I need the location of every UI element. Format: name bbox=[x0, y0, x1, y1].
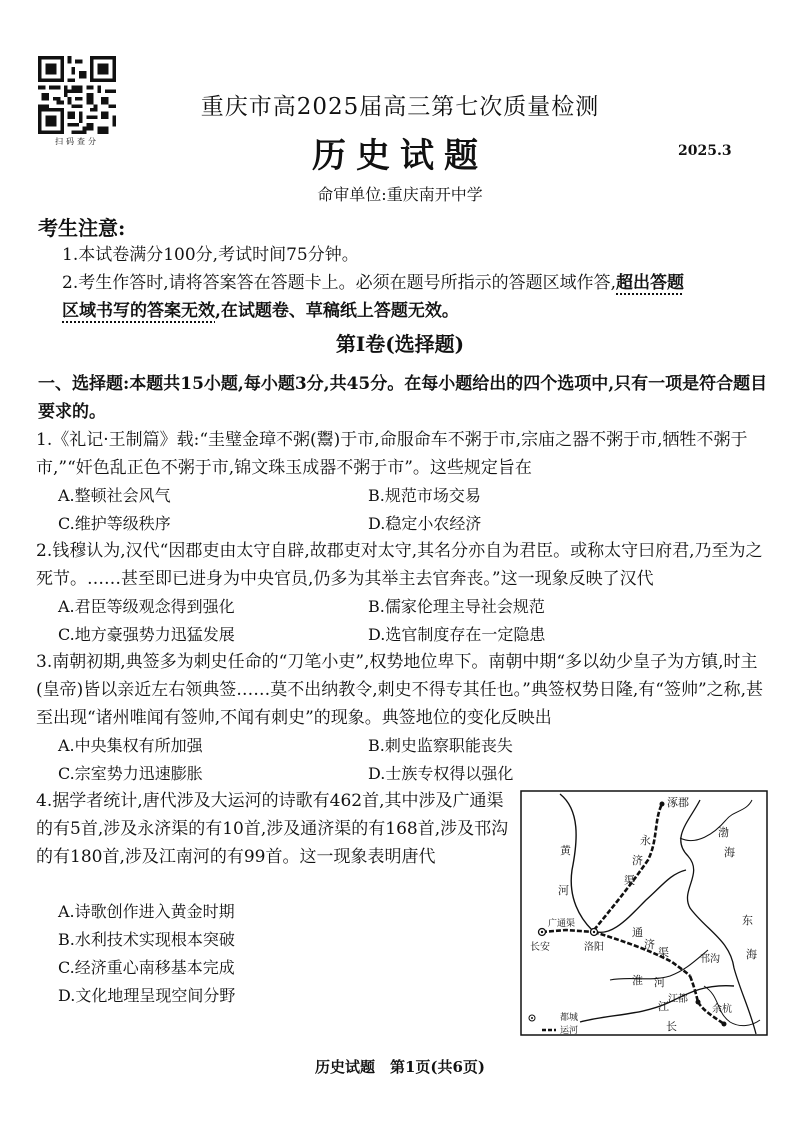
question-3-option-d: D.士族专权得以强化 bbox=[368, 764, 514, 783]
question-4-option-b: B.水利技术实现根本突破 bbox=[58, 930, 235, 949]
label-qu2: 渠 bbox=[658, 946, 669, 959]
label-dong: 东 bbox=[742, 914, 753, 927]
question-1-stem: 1.《礼记·王制篇》载:“圭璧金璋不粥(鬻)于市,命服命车不粥于市,宗庙之器不粥于市,牺牲不粥于市,”“奸色乱正色不粥于市,锦文珠玉成器不粥于市”。这些规定旨在 bbox=[36, 430, 748, 478]
question-1-options bbox=[58, 482, 758, 538]
label-he: 河 bbox=[558, 884, 569, 897]
label-ji: 济 bbox=[632, 854, 643, 867]
label-zhuojun: 涿郡 bbox=[667, 796, 689, 809]
label-bohai-2: 海 bbox=[724, 846, 735, 859]
yuhang-marker bbox=[722, 1022, 727, 1027]
label-guangtongqu: 广通渠 bbox=[548, 919, 576, 929]
qr-caption: 扫码查分 bbox=[55, 137, 99, 146]
jiangdu-marker bbox=[696, 1000, 701, 1005]
notice-item-2-text: 2.考生作答时,请将答案答在答题卡上。必须在题号所指示的答题区域作答, bbox=[62, 273, 617, 293]
label-tong: 通 bbox=[632, 926, 643, 939]
question-4-option-c: C.经济重心南移基本完成 bbox=[58, 958, 235, 977]
question-2-option-c: C.地方豪强势力迅猛发展 bbox=[58, 625, 235, 644]
label-qu: 渠 bbox=[624, 874, 635, 887]
question-1-option-a: A.整顿社会风气 bbox=[58, 486, 171, 505]
label-changan: 长安 bbox=[530, 942, 550, 953]
label-handou: 邗沟 bbox=[700, 954, 720, 965]
setter-line: 命审单位:重庆南开中学 bbox=[317, 185, 483, 204]
grand-canal-map bbox=[520, 790, 768, 1036]
label-yong: 永 bbox=[640, 834, 651, 847]
question-3-options bbox=[58, 732, 758, 788]
question-3-option-b: B.刺史监察职能丧失 bbox=[368, 736, 513, 755]
label-huai-he: 河 bbox=[654, 976, 665, 989]
question-3-option-a: A.中央集权有所加强 bbox=[58, 736, 203, 755]
label-jiangdu: 江都 bbox=[668, 994, 688, 1005]
label-jiang: 江 bbox=[658, 1000, 669, 1013]
question-4-stem: 4.据学者统计,唐代涉及大运河的诗歌有462首,其中涉及广通渠的有5首,涉及永济渠的有10首,涉及通济渠的有168首,涉及邗沟的有180首,涉及江南河的有99首。这一现象表明唐代 bbox=[36, 791, 509, 867]
label-chang: 长 bbox=[666, 1020, 677, 1033]
legend-capital: 都城 bbox=[560, 1013, 579, 1023]
label-bohai: 渤 bbox=[718, 826, 729, 839]
question-1-option-b: B.规范市场交易 bbox=[368, 486, 481, 505]
question-2-options bbox=[58, 593, 758, 649]
volume-heading: 第Ⅰ卷(选择题) bbox=[335, 332, 465, 356]
exam-date: 2025.3 bbox=[678, 143, 732, 159]
label-huang: 黄 bbox=[560, 844, 571, 857]
question-1-option-d: D.稳定小农经济 bbox=[368, 514, 482, 533]
label-yuhang: 余杭 bbox=[712, 1004, 732, 1015]
label-luoyang: 洛阳 bbox=[584, 942, 604, 953]
notice-item-1: 1.本试卷满分100分,考试时间75分钟。 bbox=[62, 245, 359, 265]
notice-heading: 考生注意: bbox=[38, 216, 126, 240]
question-2-option-d: D.选官制度存在一定隐患 bbox=[368, 625, 546, 644]
question-2-option-b: B.儒家伦理主导社会规范 bbox=[368, 597, 545, 616]
notice-item-2-tail: ,在试题卷、草稿纸上答题无效。 bbox=[215, 301, 459, 321]
zhuojun-marker bbox=[660, 802, 665, 807]
question-2-stem: 2.钱穆认为,汉代“因郡吏由太守自辟,故郡吏对太守,其名分亦自为君臣。或称太守曰府君,乃至为之死节。……甚至即已进身为中央官员,仍多为其举主去官奔丧。”这一现象反映了汉代 bbox=[36, 541, 763, 589]
notice-item-2-emphasis-b: 区域书写的答案无效 bbox=[62, 301, 215, 321]
question-3-option-c: C.宗室势力迅速膨胀 bbox=[58, 764, 203, 783]
exam-title: 重庆市高2025届高三第七次质量检测 bbox=[200, 94, 600, 120]
label-dong-hai: 海 bbox=[746, 948, 757, 961]
question-4-option-a: A.诗歌创作进入黄金时期 bbox=[58, 902, 235, 921]
question-4-option-d: D.文化地理呈现空间分野 bbox=[58, 986, 236, 1005]
label-huai: 淮 bbox=[632, 974, 643, 987]
notice-item-2-emphasis-a: 超出答题 bbox=[616, 273, 685, 293]
question-1-option-c: C.维护等级秩序 bbox=[58, 514, 171, 533]
section-heading: 一、选择题:本题共15小题,每小题3分,共45分。在每小题给出的四个选项中,只有一项是符合题目要求的。 bbox=[38, 374, 768, 422]
notice-item-2 bbox=[62, 269, 762, 325]
question-2-option-a: A.君臣等级观念得到强化 bbox=[58, 597, 235, 616]
label-ji2: 济 bbox=[644, 938, 655, 951]
question-4-options bbox=[58, 898, 358, 1010]
subject-title: 历史试题 bbox=[312, 136, 488, 176]
question-3-stem: 3.南朝初期,典签多为刺史任命的“刀笔小吏”,权势地位卑下。南朝中期“多以幼少皇子为方镇,时主(皇帝)皆以亲近左右领典签……莫不出纳教令,刺史不得专其任也。”典签权势日隆,有“签帅”之称,甚至出现“诸州唯闻有签帅,不闻有刺史”的现象。典签地位的变化反映出 bbox=[36, 652, 764, 728]
legend-canal: 运河 bbox=[560, 1026, 579, 1036]
page-footer: 历史试题 第1页(共6页) bbox=[314, 1058, 486, 1076]
